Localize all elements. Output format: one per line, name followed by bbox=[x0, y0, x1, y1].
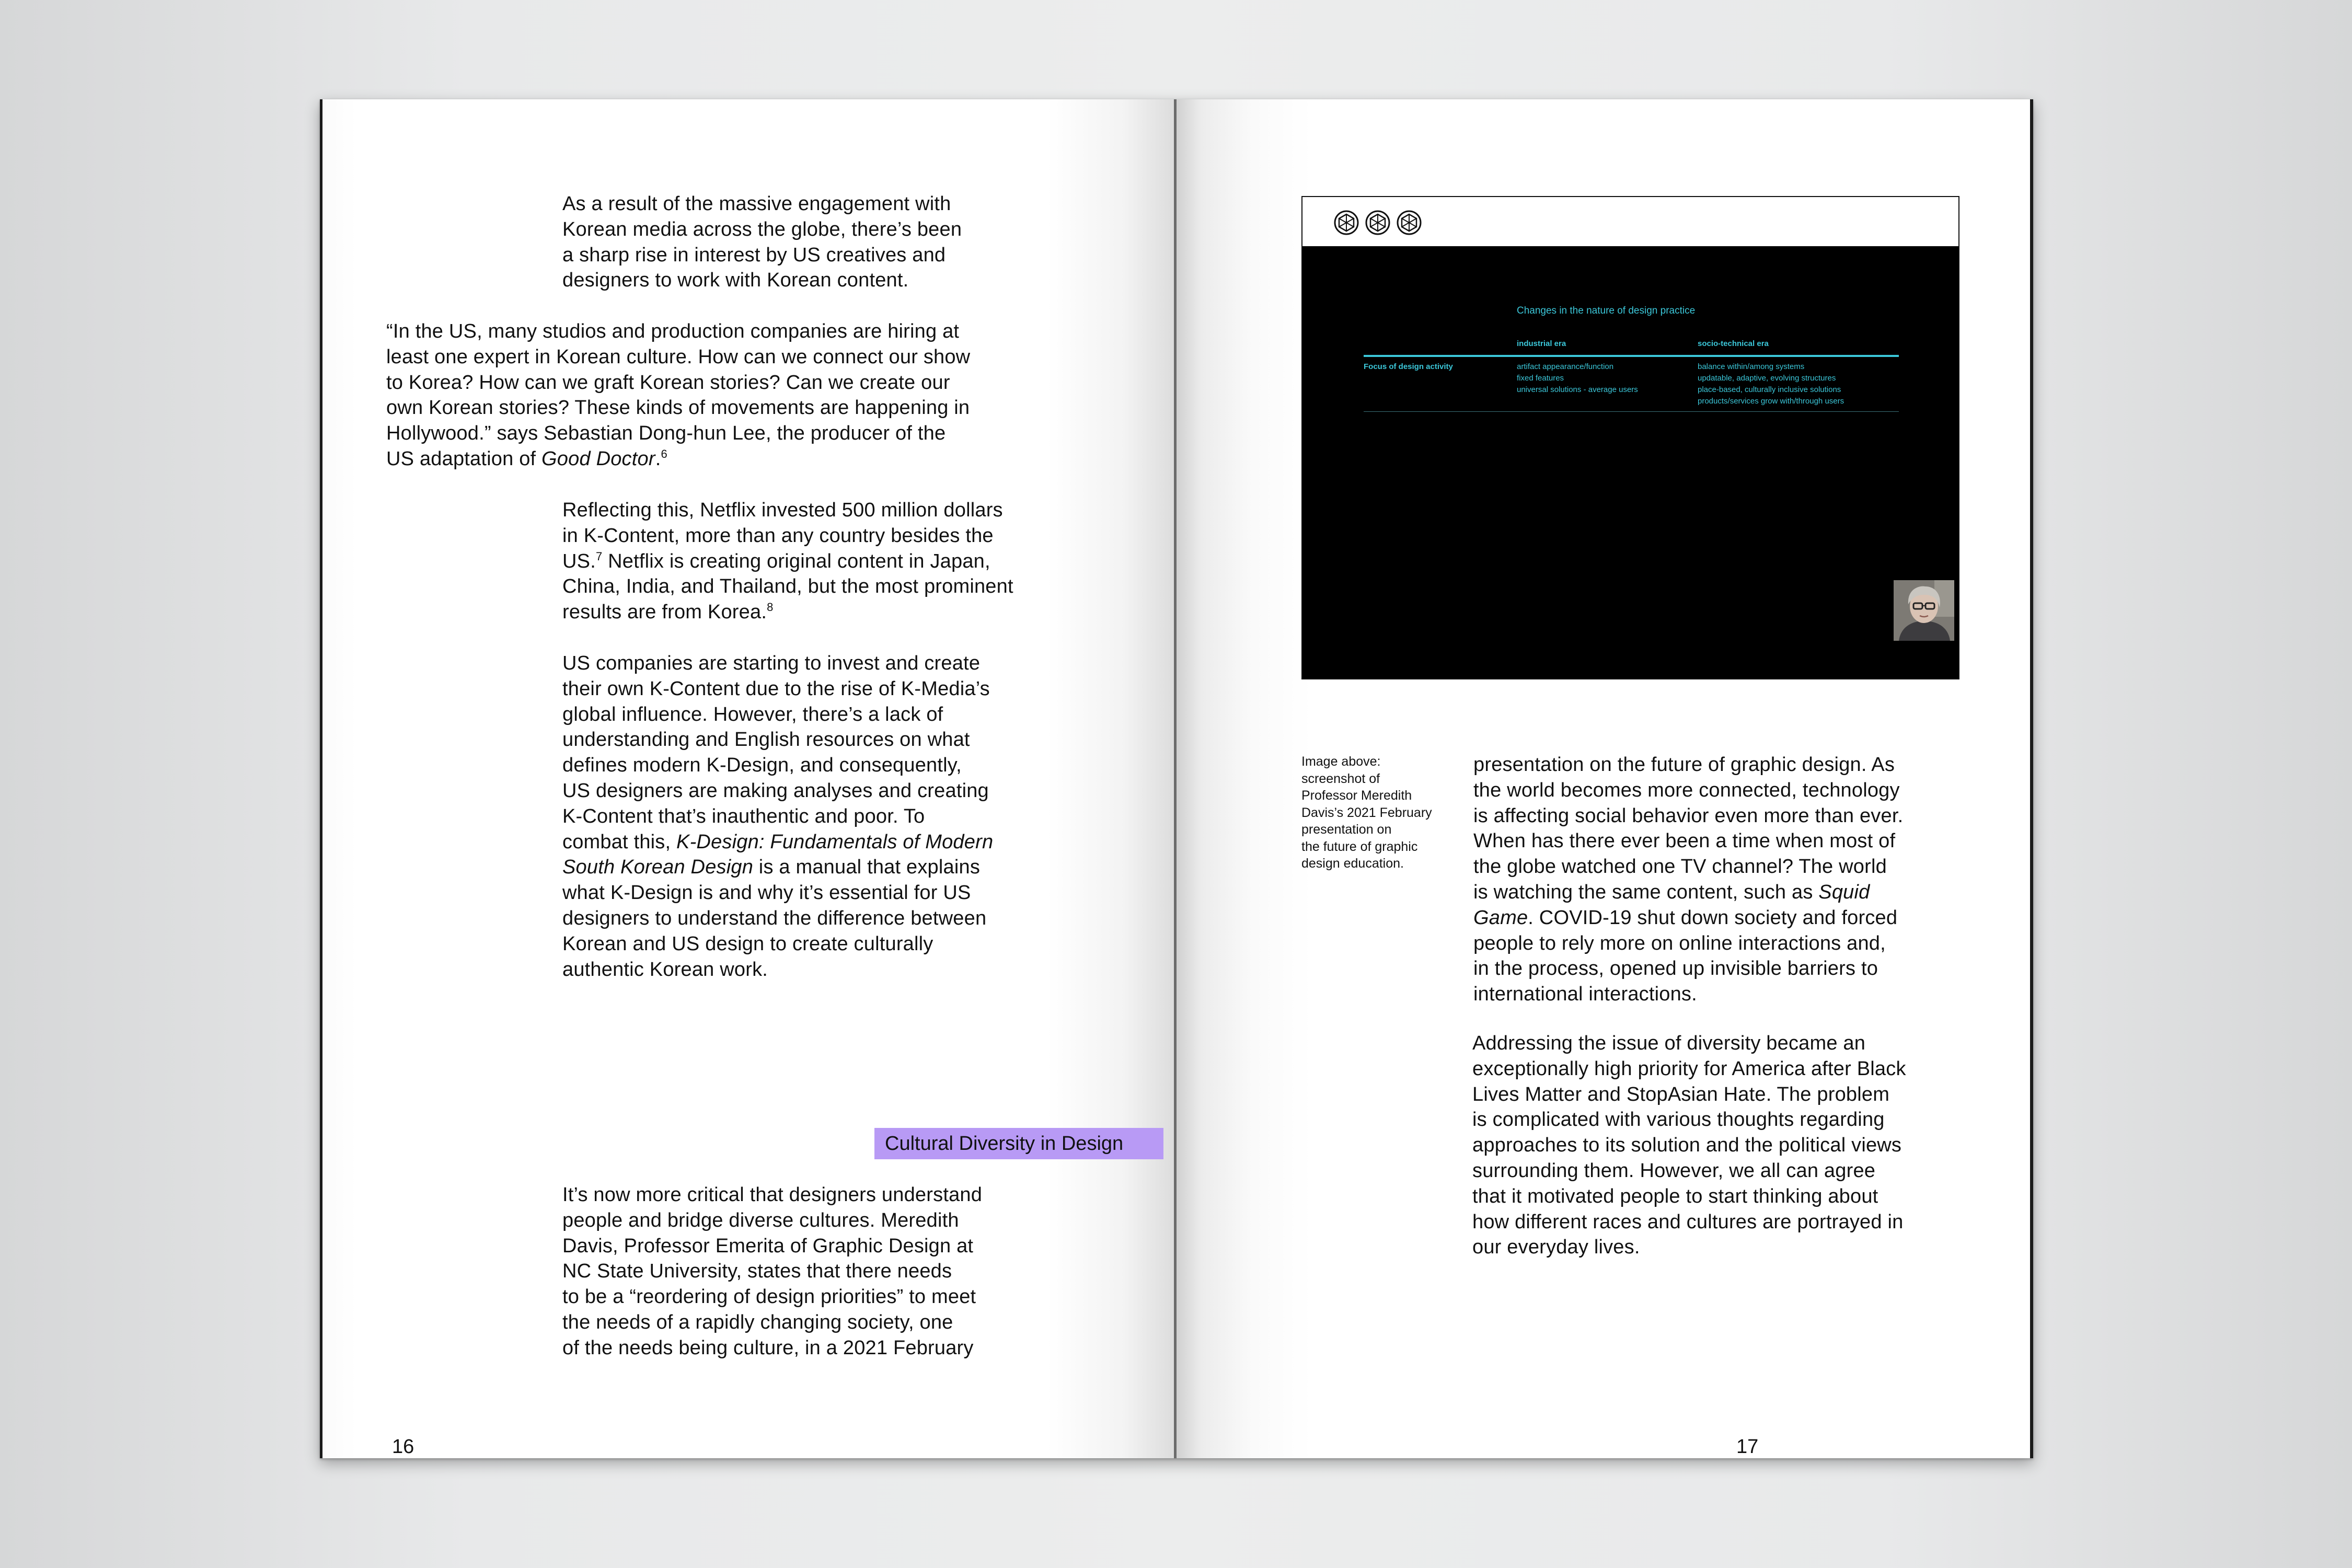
slide-title: Changes in the nature of design practice bbox=[1517, 305, 1696, 316]
k-content-text-b: is a manual that explains what K-Design is and why it’s essential for US designers to understand the difference between Korean and US design to create culturally authentic Korean work. bbox=[562, 856, 987, 981]
netflix-paragraph bbox=[562, 498, 1013, 625]
socio-technical-era-items: balance within/among systems updatable, adaptive, evolving structures place-based, culturally inclusive solutions products/services grow with/through users bbox=[1698, 362, 1844, 406]
person-avatar-icon bbox=[1894, 580, 1954, 641]
row-label: Focus of design activity bbox=[1364, 362, 1453, 371]
quote-title-italic: Good Doctor bbox=[541, 447, 655, 470]
presentation-text-b: . COVID-19 shut down society and forced people to rely more on online interactions and, in the process, opened up invisible barriers to international interactions. bbox=[1473, 906, 1898, 1006]
diversity-paragraph: Addressing the issue of diversity became an exceptionally high priority for America after Black Lives Matter and StopAsian Hate. The problem is complicated with various thoughts regarding approaches to its solution and the political views surrounding them. However, we all can agree that it motivated people to start thinking about how different races and cultures are portrayed in our everyday lives. bbox=[1472, 1032, 1906, 1259]
k-content-paragraph bbox=[562, 651, 993, 982]
presentation-screenshot bbox=[1301, 196, 1959, 679]
presentation-text-a: presentation on the future of graphic design. As the world becomes more connected, technology is affecting social behavior even more than ever. When has there ever been a time when most of the globe watched one TV channel? The world is watching the same content, such as bbox=[1473, 754, 1904, 903]
column-header-industrial: industrial era bbox=[1517, 339, 1566, 348]
page-number-right: 17 bbox=[1736, 1436, 1759, 1458]
slide-table-rule bbox=[1364, 355, 1899, 357]
show-title-italic: Squid Game bbox=[1473, 881, 1870, 929]
left-page bbox=[320, 99, 1175, 1458]
industrial-era-items: artifact appearance/function fixed features universal solutions - average users bbox=[1517, 362, 1638, 394]
rosette-icon bbox=[1396, 209, 1423, 236]
netflix-text-a: Reflecting this, Netflix invested 500 million dollars in K-Content, more than any country besides the US. bbox=[562, 499, 1003, 572]
quote-text: “In the US, many studios and production companies are hiring at least one expert in Korean culture. How can we connect our show to Korea? How can we graft Korean stories? Can we create our own Korean stories? These kinds of movements are happening in Hollywood.” says Sebastian Dong-hun Lee, the producer of the US adaptation of bbox=[386, 320, 971, 470]
netflix-text-b: Netflix is creating original content in Japan, China, India, and Thailand, but the most prominent results are from Korea. bbox=[562, 550, 1013, 624]
slide-top-bar bbox=[1302, 197, 1958, 246]
rosette-icon bbox=[1333, 209, 1360, 236]
section-heading: Cultural Diversity in Design bbox=[874, 1128, 1163, 1159]
k-content-text-a: US companies are starting to invest and create their own K-Content due to the rise of K-Media’s global influence. However, there’s a lack of understanding and English resources on what defines modern K-Design, and consequently, US designers are making analyses and creating K-Content that’s inauthentic and poor. To combat this, bbox=[562, 652, 990, 853]
book-title-italic: K-Design: Fundamentals of Modern South Korean Design bbox=[562, 831, 994, 879]
page-number-left: 16 bbox=[392, 1436, 414, 1458]
footnote-ref: 6 bbox=[661, 447, 667, 460]
spine-gutter bbox=[1174, 99, 1177, 1458]
rosette-icon bbox=[1364, 209, 1391, 236]
slide-table-bottom-rule bbox=[1364, 411, 1899, 412]
column-header-socio-technical: socio-technical era bbox=[1698, 339, 1769, 348]
image-caption: Image above: screenshot of Professor Meredith Davis’s 2021 February presentation on the future of graphic design education. bbox=[1301, 754, 1432, 871]
quote-paragraph bbox=[386, 319, 970, 472]
webcam-thumbnail bbox=[1894, 580, 1954, 641]
cultural-diversity-paragraph: It’s now more critical that designers understand people and bridge diverse cultures. Meredith Davis, Professor Emerita of Graphic Design at NC State University, states that there needs to be a “reordering of design priorities” to meet the needs of a rapidly changing society, one of the needs being culture, in a 2021 February bbox=[562, 1184, 983, 1359]
quote-end: . bbox=[655, 447, 661, 470]
presentation-paragraph bbox=[1473, 752, 1903, 1007]
footnote-ref: 7 bbox=[595, 549, 603, 563]
intro-paragraph: As a result of the massive engagement with Korean media across the globe, there’s been a sharp rise in interest by US creatives and designers to work with Korean content. bbox=[562, 193, 962, 292]
footnote-ref: 8 bbox=[767, 601, 774, 614]
